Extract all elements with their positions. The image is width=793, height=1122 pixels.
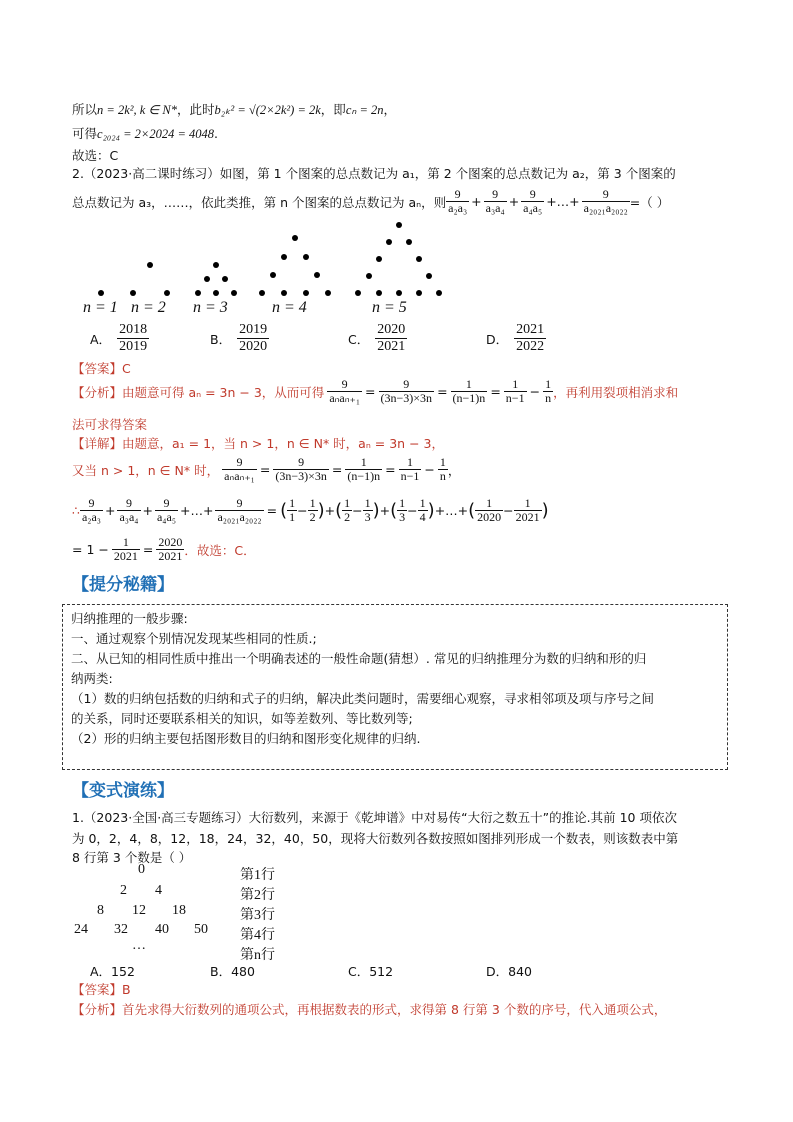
table-cell: 2 [120, 883, 127, 898]
practice-q1-line-1: 1.（2023·全国·高三专题练习）大衍数列，来源于《乾坤谱》中对易传“大衍之数五十”的推论.其前 10 项依次 [72, 810, 677, 825]
practice-option-b[interactable]: B．480 [210, 964, 255, 979]
dot [303, 254, 309, 260]
dot [292, 235, 298, 241]
dot [416, 256, 422, 262]
detail-line-4: = 1 − $\frac{1}{2021}$ = $\frac{2020}{2021}$ ．故选：C． [72, 535, 256, 563]
text: =（ ） [629, 194, 670, 210]
dot [164, 290, 170, 296]
dot [147, 262, 153, 268]
table-cell: 50 [194, 922, 208, 937]
figure-label-2: n = 2 [131, 299, 166, 316]
dot [436, 290, 442, 296]
sum-term-2: $\frac{9}{\text{a₃a₄}}$ [485, 187, 505, 215]
option-d[interactable]: D． $\frac{2021}{2022}$ [486, 322, 545, 354]
table-cell: … [132, 938, 146, 953]
section-title-tips: 【提分秘籍】 [72, 575, 174, 595]
text: ，即 [320, 102, 346, 117]
detail-line-1: 【详解】由题意，a₁ = 1，当 n > 1，n ∈ N* 时，aₙ = 3n − 3， [72, 436, 444, 451]
tips-line: （2）形的归纳主要包括图形数目的归纳和图形变化规律的归纳. [71, 731, 421, 746]
text: . [214, 126, 218, 141]
dot [195, 290, 201, 296]
solution-line-1 [72, 100, 396, 118]
dot [222, 276, 228, 282]
tips-line: 一、通过观察个别情况发现某些相同的性质.; [71, 631, 317, 646]
dot [406, 239, 412, 245]
option-c[interactable]: C． $\frac{2020}{2021}$ [348, 322, 406, 354]
dot [416, 290, 422, 296]
text: 总点数记为 a₃，……，依此类推，第 n 个图案的总点数记为 aₙ，则 [72, 194, 447, 210]
dot [314, 272, 320, 278]
sum-term-last: $\frac{9}{\text{a₂₀₂₁a₂₀₂₂}}$ [583, 187, 628, 215]
dot [213, 290, 219, 296]
sum-term-3: $\frac{9}{\text{a₄a₅}}$ [523, 187, 543, 215]
question-2-line-2: 总点数记为 a₃，……，依此类推，第 n 个图案的总点数记为 aₙ，则 $\frac{9}{\text{a₂a₃}}$ + $\frac{9}{\text{a₃a₄}}$ + $\frac{9}{\text{a₄a₅}}$ +…+ $\frac{9}{\text{a₂₀₂₁a₂₀₂₂}}$ =（ ） [72, 187, 670, 215]
dot [396, 222, 402, 228]
table-cell: 8 [97, 903, 104, 918]
option-b[interactable]: B． $\frac{2019}{2020}$ [210, 322, 268, 354]
figure-label-4: n = 4 [272, 299, 307, 316]
dot [426, 273, 432, 279]
answer-tag: 【答案】 [72, 982, 123, 997]
text: 可得 [72, 126, 98, 141]
answer-tag: 【答案】 [72, 361, 123, 376]
dot [130, 290, 136, 296]
analysis-line-2: 法可求得答案 [72, 417, 148, 432]
section-title-practice: 【变式演练】 [72, 781, 174, 801]
detail-line-3: ∴ $\frac{9}{\text{a₂a₃}}$ + $\frac{9}{\text{a₃a₄}}$ + $\frac{9}{\text{a₄a₅}}$ +…+ $\frac{9}{\text{a₂₀₂₁a₂₀₂₂}}$ = ( $\frac{1}{1}$ − $\frac{1}{2}$ ) + ( $\frac{1}{2}$ − $\frac{1}{3}$ ) + ( $\frac{1}{3}$ − $\frac{1}{4}$ ) +…+ ( $\frac{1}{2020}$ − $\frac{1}{2021}$ ) [72, 496, 549, 524]
answer-choice: 故选：C [72, 148, 119, 163]
dot [213, 262, 219, 268]
dot [281, 290, 287, 296]
table-cell: 0 [138, 862, 145, 877]
dot [366, 273, 372, 279]
math: b₂ₖ² = √(2×2k²) = 2k [214, 103, 321, 117]
detail-tag: 【详解】 [72, 436, 123, 451]
tips-line: 二、从已知的相同性质中推出一个明确表述的一般性命题(猜想）. 常见的归纳推理分为数的归纳和形的归 [71, 651, 647, 666]
dot [386, 239, 392, 245]
math: c₂₀₂₄ = 2×2024 = 4048 [97, 127, 215, 141]
text: ， [383, 102, 397, 117]
tips-line: 的关系，同时还要联系相关的知识，如等差数列、等比数列等; [71, 711, 413, 726]
answer-value: C [122, 361, 131, 376]
dot [396, 290, 402, 296]
practice-analysis-line: 【分析】首先求得大衍数列的通项公式，再根据数表的形式，求得第 8 行第 3 个数的序号，代入通项公式， [72, 1002, 667, 1017]
dot [281, 254, 287, 260]
figure-label-5: n = 5 [372, 299, 407, 316]
figure-label-3: n = 3 [193, 299, 228, 316]
dot [98, 290, 104, 296]
solution-line-2 [72, 124, 218, 142]
dot [259, 290, 265, 296]
row-label: 第2行 [240, 888, 275, 903]
row-label: 第4行 [240, 928, 275, 943]
tips-line: 纳两类: [71, 671, 113, 686]
table-cell: 12 [132, 903, 146, 918]
practice-q1-line-3: 8 行第 3 个数是（ ） [72, 850, 192, 865]
practice-option-d[interactable]: D．840 [486, 964, 532, 979]
table-cell: 32 [114, 922, 128, 937]
analysis-tag: 【分析】 [72, 384, 123, 400]
tips-line: （1）数的归纳包括数的归纳和式子的归纳，解决此类问题时，需要细心观察，寻求相邻项及项与序号之间 [71, 691, 654, 706]
row-label: 第1行 [240, 868, 275, 883]
dot [355, 290, 361, 296]
dot [204, 276, 210, 282]
dot [325, 290, 331, 296]
sum-term-1: $\frac{9}{\text{a₂a₃}}$ [448, 187, 468, 215]
tips-box [62, 604, 728, 770]
tips-line: 归纳推理的一般步骤: [71, 611, 188, 626]
practice-answer-line [72, 980, 131, 998]
answer-line [72, 359, 131, 377]
practice-option-a[interactable]: A．152 [90, 964, 135, 979]
table-cell: 18 [172, 903, 186, 918]
row-label: 第n行 [240, 948, 275, 963]
math: n = 2k², k ∈ N* [97, 103, 178, 117]
dot [376, 290, 382, 296]
answer-value: B [122, 982, 131, 997]
dot [231, 290, 237, 296]
question-2-line-1: 2.（2023·高二课时练习）如图，第 1 个图案的总点数记为 a₁，第 2 个图案的总点数记为 a₂，第 3 个图案的 [72, 166, 676, 181]
text: ，此时 [177, 102, 215, 117]
practice-option-c[interactable]: C．512 [348, 964, 394, 979]
table-cell: 24 [74, 922, 88, 937]
detail-line-2: 又当 n > 1，n ∈ N* 时， $\frac{9}{\text{aₙaₙ₊₁}}$ = $\frac{9}{(3n-3)\times 3n}$ = $\frac{1}{(n-1)n}$ = $\frac{1}{n-1}$ − $\frac{1}{n}$ ， [72, 455, 461, 483]
figure-label-1: n = 1 [83, 299, 118, 316]
practice-q1-line-2: 为 0，2，4，8，12，18，24，32，40，50，现将大衍数列各数按照如图排列形成一个数表，则该数表中第 [72, 831, 679, 846]
dot [270, 272, 276, 278]
text: 所以 [72, 102, 98, 117]
analysis-tag: 【分析】 [72, 1002, 123, 1017]
option-a[interactable]: A． $\frac{2018}{2019}$ [90, 322, 148, 354]
dot [303, 290, 309, 296]
dot [376, 256, 382, 262]
math: cₙ = 2n [345, 103, 384, 117]
analysis-line-1: 【分析】 由题意可得 aₙ = 3n − 3，从而可得 $\frac{9}{\text{aₙaₙ₊₁}}$ = $\frac{9}{(3n-3)\times 3n}$ = $\frac{1}{(n-1)n}$ = $\frac{1}{n-1}$ − $\frac{1}{n}$ ，再利用裂项相消求和 [72, 377, 679, 405]
row-label: 第3行 [240, 908, 275, 923]
table-cell: 40 [155, 922, 169, 937]
table-cell: 4 [155, 883, 162, 898]
